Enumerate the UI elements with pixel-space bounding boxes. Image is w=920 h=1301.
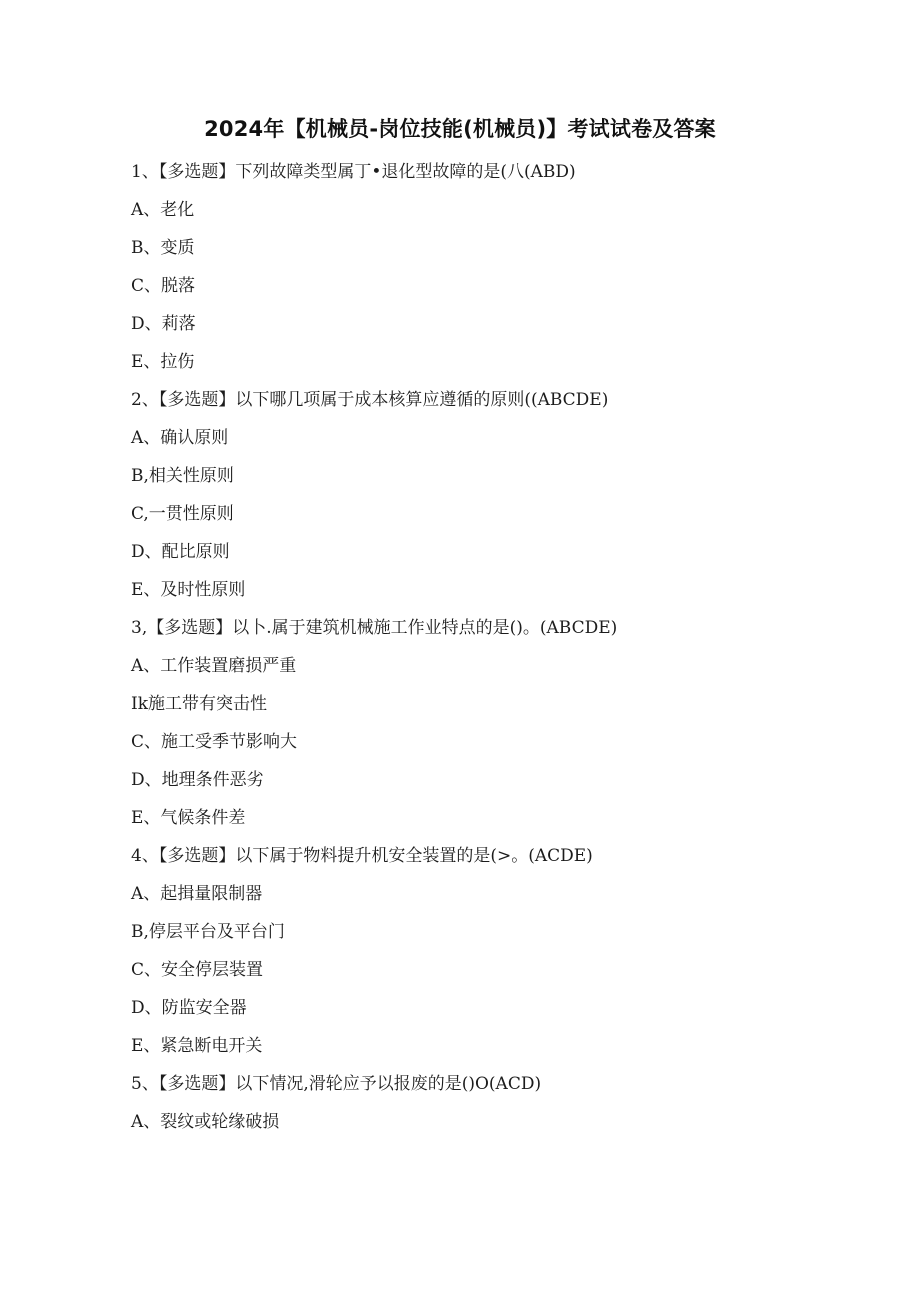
question-3-option-a: A、工作装置磨损严重 <box>131 656 297 676</box>
question-1-option-b: B、变质 <box>131 238 195 258</box>
question-2-option-e: E、及时性原则 <box>131 580 246 600</box>
question-list <box>131 157 851 1145</box>
question-4-option-d: D、防监安全器 <box>131 998 247 1018</box>
question-3-option-b: Ik施工带有突击性 <box>131 694 268 714</box>
question-5-option-a: A、裂纹或轮缘破损 <box>131 1112 280 1132</box>
question-4-option-e: E、紧急断电开关 <box>131 1036 263 1056</box>
question-2-option-c: C,一贯性原则 <box>131 504 234 524</box>
question-4-option-a: A、起揖量限制器 <box>131 884 263 904</box>
question-4-stem: 4、【多选题】以下属于物料提升机安全装置的是(>。(ACDE) <box>131 846 593 866</box>
question-1-option-e: E、拉伤 <box>131 352 195 372</box>
question-4-option-c: C、安全停层装置 <box>131 960 264 980</box>
document-title: 2024年【机械员-岗位技能(机械员)】考试试卷及答案 <box>204 117 716 141</box>
question-3-option-d: D、地理条件恶劣 <box>131 770 264 790</box>
question-4-option-b: B,停层平台及平台门 <box>131 922 285 942</box>
question-2-option-a: A、确认原则 <box>131 428 229 448</box>
question-1-stem: 1、【多选题】下列故障类型属丁•退化型故障的是(八(ABD) <box>131 162 576 182</box>
question-5-stem: 5、【多选题】以下情况,滑轮应予以报废的是()O(ACD) <box>131 1074 542 1094</box>
question-3-stem: 3,【多选题】以卜.属于建筑机械施工作业特点的是()。(ABCDE) <box>131 618 618 638</box>
question-2-option-b: B,相关性原则 <box>131 466 234 486</box>
question-1-option-a: A、老化 <box>131 200 195 220</box>
question-3-option-e: E、气候条件差 <box>131 808 246 828</box>
question-1-option-c: C、脱落 <box>131 276 196 296</box>
question-3-option-c: C、施工受季节影响大 <box>131 732 298 752</box>
question-2-stem: 2、【多选题】以下哪几项属于成本核算应遵循的原则((ABCDE) <box>131 390 609 410</box>
question-1-option-d: D、莉落 <box>131 314 196 334</box>
question-2-option-d: D、配比原则 <box>131 542 230 562</box>
